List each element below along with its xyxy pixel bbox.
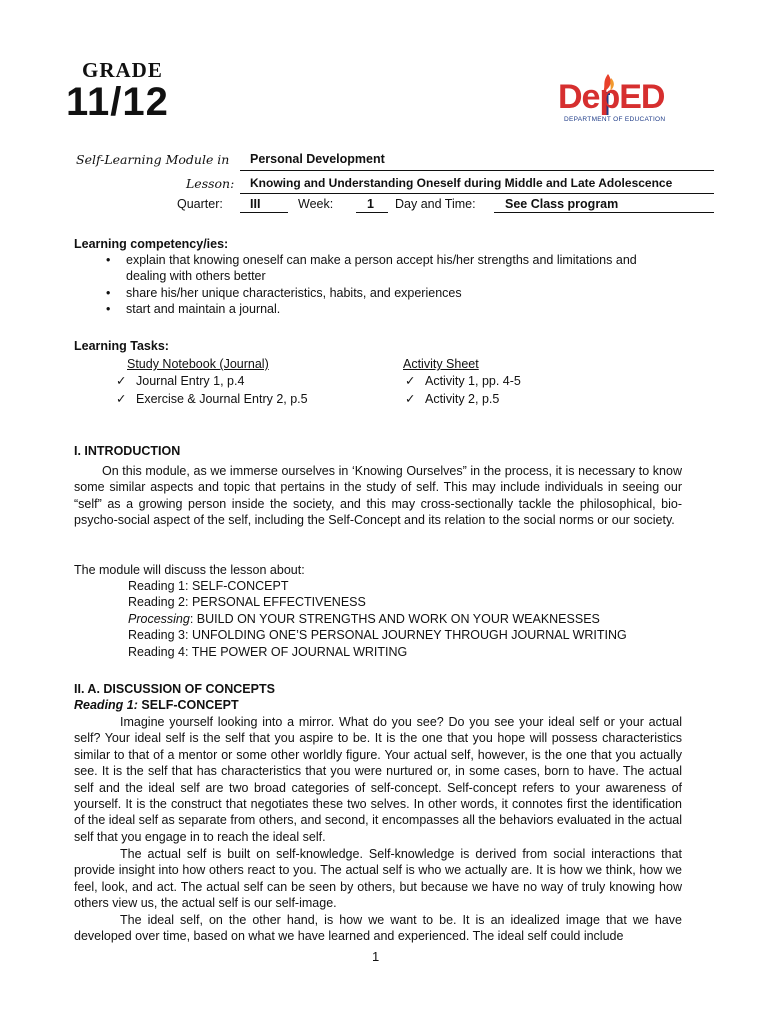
list-item: • start and maintain a journal. <box>106 301 666 317</box>
intro-heading: I. INTRODUCTION <box>74 444 181 458</box>
lesson-label: Lesson: <box>186 176 235 191</box>
checkmark-icon: ✓ <box>405 392 416 406</box>
task-text: Exercise & Journal Entry 2, p.5 <box>136 392 308 406</box>
quarter-underline <box>240 212 288 213</box>
week-underline <box>356 212 388 213</box>
discussion-paragraph-3: The ideal self, on the other hand, is how we want to be. It is an idealized image that we have developed over time, based on what we have learned and experienced. The ideal self could include <box>74 913 682 944</box>
page-number: 1 <box>372 949 380 964</box>
checkmark-icon: ✓ <box>116 392 127 406</box>
quarter-label: Quarter: <box>177 197 223 211</box>
discussion-heading: II. A. DISCUSSION OF CONCEPTS <box>74 682 275 696</box>
discussion-paragraph-2: The actual self is built on self-knowledge. Self-knowledge is derived from social interactions that provide insight into how others react to you. The actual self is who we actually are. It is how we think, how we feel, look, and act. The actual self can be seen by others, but because we have no way of truly knowing how others view us, the actual self is our self-image. <box>74 847 682 911</box>
list-item: Reading 1: SELF-CONCEPT <box>128 579 289 593</box>
lesson-underline <box>240 193 714 194</box>
list-item <box>116 373 244 390</box>
task-text: Journal Entry 1, p.4 <box>136 374 245 388</box>
list-item: Reading 2: PERSONAL EFFECTIVENESS <box>128 595 366 610</box>
deped-logo <box>556 72 684 128</box>
list-item: Reading 4: THE POWER OF JOURNAL WRITING <box>128 644 408 659</box>
subject-title: Personal Development <box>250 152 385 166</box>
daytime-label: Day and Time: <box>395 197 476 211</box>
checkmark-icon: ✓ <box>405 374 416 388</box>
list-item: • share his/her unique characteristics, habits, and experiences <box>106 285 666 301</box>
reading-1-heading: Reading 1: SELF-CONCEPT <box>74 698 239 712</box>
readings-list <box>128 578 627 660</box>
logo-wordmark: DepED <box>558 78 665 116</box>
list-item <box>116 391 308 408</box>
task-text: Activity 1, pp. 4-5 <box>425 374 521 388</box>
discussion-paragraph-1: Imagine yourself looking into a mirror. What do you see? Do you see your ideal self or your actual self? Your ideal self is the self that you aspire to be. It is the one that you hope will possess characteristics similar to that of a mentor or some other worldly figure. Your actual self, however, is the one that you actually see. It is the self that has characteristics that you were nurtured or, in some cases, born to have. The actual self and the ideal self are two broad categories of self-concept. Self-concept refers to your awareness of yourself. It is the construct that negotiates these two selves. In other words, it connotes first the identification of the ideal self as separate from others, and second, it encompasses all the behaviors evaluated in the actual self that you engage in to reach the ideal self. <box>74 715 683 844</box>
activity-heading: Activity Sheet <box>403 357 479 371</box>
subject-underline <box>240 170 714 171</box>
grade-label: GRADE <box>82 58 163 82</box>
daytime-value: See Class program <box>505 197 619 211</box>
checkmark-icon: ✓ <box>116 374 127 388</box>
competencies-list <box>106 252 666 318</box>
list-item: Processing: BUILD ON YOUR STRENGTHS AND WORK ON YOUR WEAKNESSES <box>128 611 600 626</box>
quarter-value: III <box>250 197 261 211</box>
lesson-title: Knowing and Understanding Oneself during Middle and Late Adolescence <box>250 176 673 190</box>
list-item <box>405 391 499 408</box>
module-label: Self-Learning Module in <box>76 152 230 167</box>
list-item <box>405 373 521 390</box>
list-item: • explain that knowing oneself can make a person accept his/her strengths and limitations and dealing with others better <box>106 252 666 285</box>
tasks-heading: Learning Tasks: <box>74 339 169 353</box>
daytime-underline <box>494 212 714 213</box>
grade-number: 11/12 <box>66 80 169 124</box>
logo-subtext: DEPARTMENT OF EDUCATION <box>564 116 666 123</box>
notebook-heading: Study Notebook (Journal) <box>127 357 269 371</box>
module-discuss-text: The module will discuss the lesson about: <box>74 563 305 577</box>
week-value: 1 <box>367 197 374 211</box>
task-text: Activity 2, p.5 <box>425 392 500 406</box>
list-item: Reading 3: UNFOLDING ONE’S PERSONAL JOURNEY THROUGH JOURNAL WRITING <box>128 628 627 643</box>
intro-paragraph: On this module, as we immerse ourselves in ‘Knowing Ourselves” in the process, it is necessary to know some similar aspects and topic that pertains in the study of self. This may include individuals in seeing our “self” as a growing person inside the society, and this may cross-sectionally tackle the philosophical, bio-psycho-social aspect of the self, including the Self-Concept and its relation to the social norms or our society. <box>74 464 682 528</box>
week-label: Week: <box>298 197 334 211</box>
competencies-heading: Learning competency/ies: <box>74 237 229 251</box>
